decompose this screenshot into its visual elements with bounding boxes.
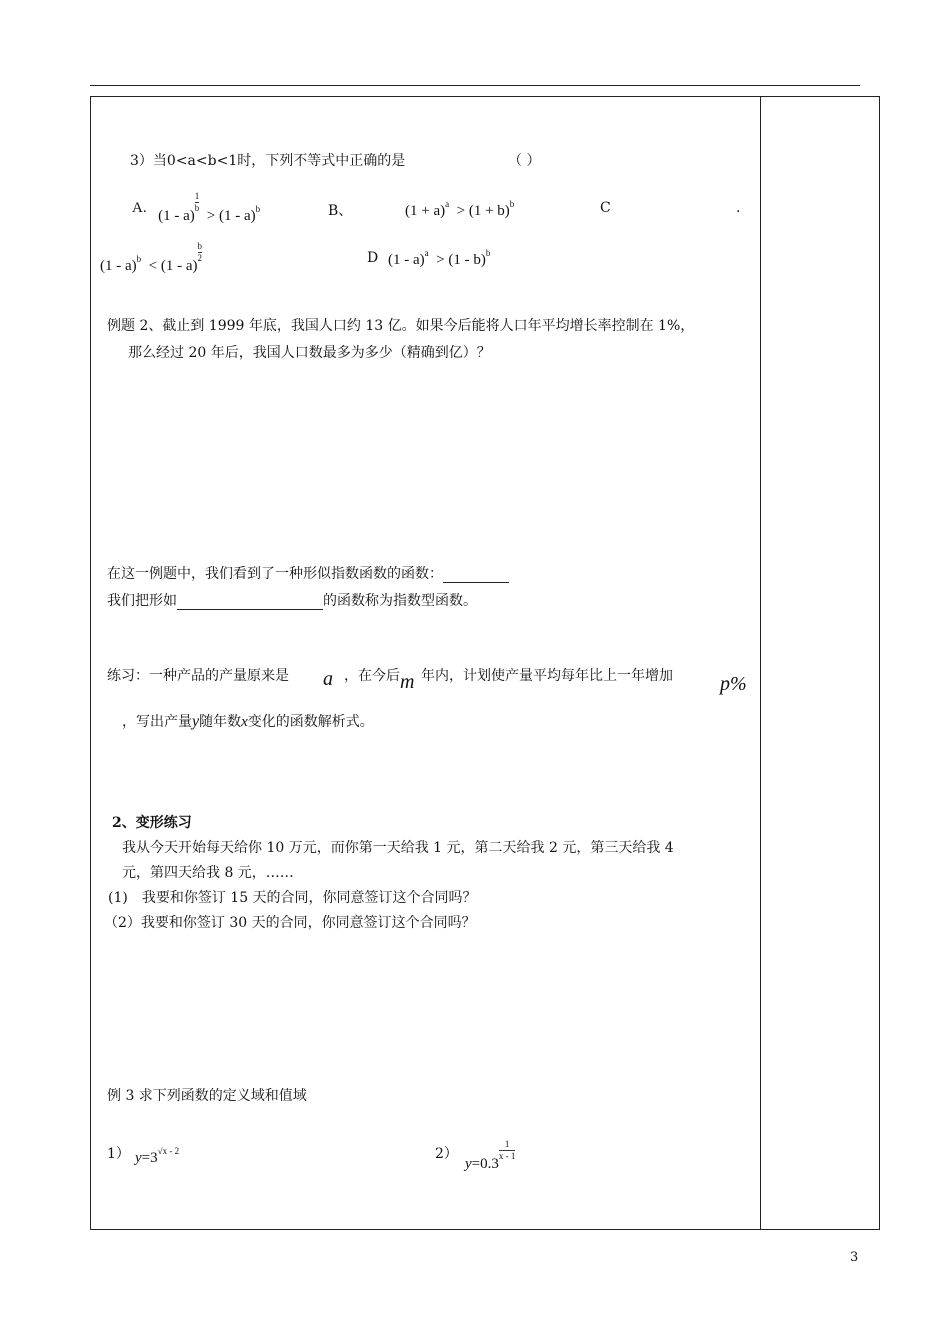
fill-blank-2[interactable] — [177, 595, 323, 610]
option-b-gt: > — [456, 203, 466, 219]
item2-eq: =0.3 — [471, 1156, 499, 1172]
practice-t3: 年内，计划使产量平均每年比上一年增加 — [421, 668, 673, 684]
example3-item1-label: 1） — [107, 1146, 130, 1162]
option-d-exp2: b — [485, 248, 491, 258]
section2-title: 2、变形练习 — [112, 815, 192, 831]
fill-line2-pre: 我们把形如 — [107, 593, 177, 609]
practice-line2 — [122, 711, 374, 731]
practice-t5: 随年数 — [199, 714, 242, 730]
item1-eq: =3 — [141, 1150, 158, 1166]
option-c-base2: (1 - a) — [160, 258, 198, 274]
option-c-exp2: $\frac{b}{2}$ — [197, 241, 203, 263]
option-d-base2: (1 - b) — [448, 252, 486, 268]
option-a-exp2: b — [255, 204, 261, 214]
section2-q2: （2）我要和你签订 30 天的合同，你同意签订这个合同吗？ — [104, 915, 476, 931]
option-a-base1: (1 - a) — [158, 208, 195, 224]
fill-line1-text: 在这一例题中，我们看到了一种形似指数函数的函数： — [107, 566, 443, 582]
example3-item2-label: 2） — [435, 1146, 458, 1162]
example3-title: 例 3 求下列函数的定义域和值域 — [107, 1088, 307, 1104]
q3-option-d — [388, 248, 491, 269]
q3-option-a — [132, 191, 261, 224]
practice-t2: ，在今后 — [344, 668, 400, 684]
practice-var-p: p% — [720, 673, 747, 695]
option-c-base1: (1 - a) — [100, 258, 137, 274]
margin-column-divider — [760, 96, 761, 1230]
option-b-base1: (1 + a) — [405, 203, 446, 219]
section2-line1: 我从今天开始每天给你 10 万元，而你第一天给我 1 元，第二天给我 2 元，第三天给我 4 — [122, 840, 674, 856]
example3-item1-formula — [135, 1146, 180, 1167]
header-rule — [90, 85, 860, 86]
option-c-dot: . — [736, 200, 741, 216]
practice-var-a: a — [323, 668, 333, 690]
section2-q1: (1) 我要和你签订 15 天的合同，你同意签订这个合同吗？ — [108, 890, 477, 906]
practice-t1: 练习：一种产品的产量原来是 — [107, 668, 289, 684]
q3-option-c — [100, 241, 203, 279]
option-a-label: A. — [132, 200, 147, 216]
option-d-base1: (1 - a) — [388, 252, 425, 268]
q3-answer-paren: （ ） — [508, 153, 541, 169]
option-c-lt: < — [148, 258, 158, 274]
option-b-base2: (1 + b) — [468, 203, 510, 219]
practice-var-m: m — [400, 671, 415, 693]
item1-lhs: y — [135, 1150, 142, 1166]
page-number: 3 — [850, 1250, 859, 1265]
option-d-label: D — [367, 250, 379, 266]
option-b-exp1: a — [445, 199, 450, 209]
option-a-gt: > — [206, 208, 216, 224]
practice-t4: ，写出产量 — [122, 714, 192, 730]
option-c-exp1: b — [136, 254, 142, 264]
option-b-exp2: b — [509, 199, 515, 209]
example2-line2: 那么经过 20 年后，我国人口数最多为多少（精确到亿）？ — [128, 345, 491, 361]
practice-t6: 变化的函数解析式。 — [247, 714, 374, 730]
practice-var-y: y — [192, 713, 200, 730]
option-a-base2: (1 - a) — [218, 208, 256, 224]
practice-var-x: x — [241, 714, 248, 730]
fill-line2-post: 的函数称为指数型函数。 — [323, 593, 477, 609]
example2-line1: 例题 2、截止到 1999 年底，我国人口约 13 亿。如果今后能将人口年平均增长率控制在 1%， — [107, 318, 695, 334]
item1-exp: √x - 2 — [157, 1146, 180, 1156]
option-d-gt: > — [436, 252, 445, 268]
item2-lhs: y — [465, 1156, 472, 1172]
fill-line2 — [107, 590, 477, 610]
example3-item2-formula — [465, 1139, 516, 1177]
option-b-label: B、 — [328, 203, 353, 219]
option-c-label: C — [600, 200, 611, 216]
section2-line2: 元，第四天给我 8 元，…… — [122, 865, 294, 881]
q3-option-b — [405, 199, 515, 220]
option-d-exp1: a — [424, 248, 429, 258]
item2-exp: $\frac{1}{x - 1}$ — [498, 1139, 516, 1161]
q3-stem: 3）当0<a<b<1时，下列不等式中正确的是 — [130, 153, 406, 169]
fill-line1 — [107, 563, 509, 583]
fill-blank-1[interactable] — [443, 568, 509, 583]
option-a-exp1: $\frac{1}{b}$ — [194, 191, 200, 213]
